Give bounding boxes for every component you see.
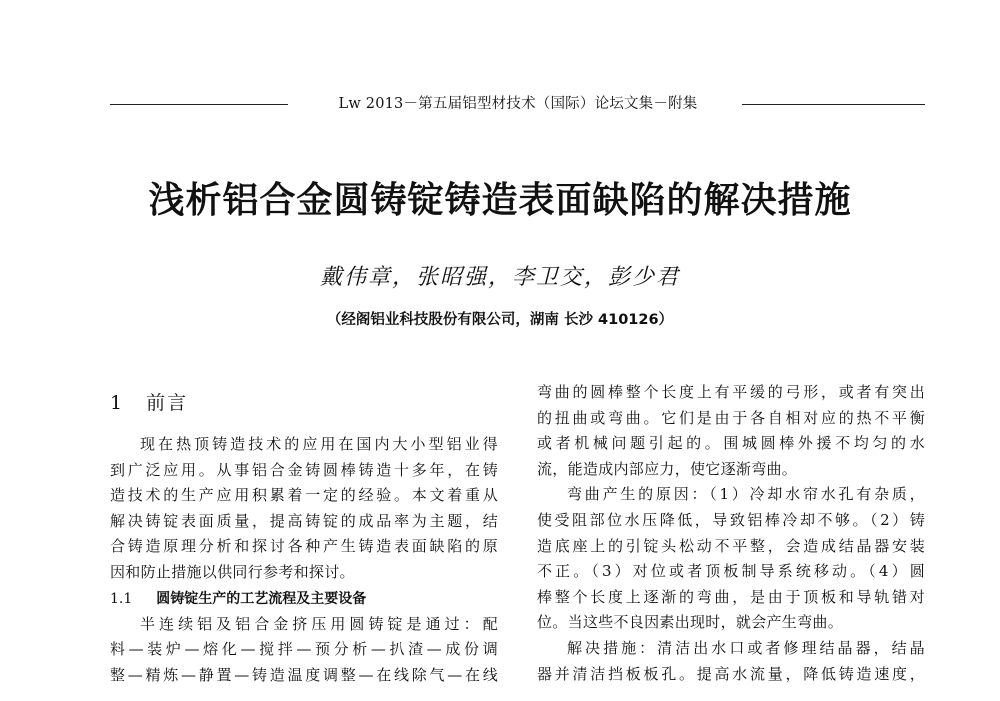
text-line: 器并清洁挡板板孔。提高水流量，降低铸造速度， [537, 664, 925, 683]
author-list: 戴伟章，张昭强，李卫交，彭少君 [319, 265, 680, 290]
text-line: 位。当这些不良因素出现时，就会产生弯曲。 [537, 613, 844, 632]
process-paragraph [110, 612, 498, 689]
text-line: 料—装炉—熔化—搅拌—预分析—扒渣—成份调 [110, 640, 498, 659]
section-title: 前言 [146, 392, 189, 414]
subsection-title: 圆铸锭生产的工艺流程及主要设备 [156, 590, 367, 607]
intro-paragraph [110, 432, 498, 586]
text-line: 造底座上的引锭头松动不平整，会造成结晶器安装 [537, 536, 925, 555]
text-line: 棒整个长度上逐渐的弯曲，是由于顶板和导轨错对 [537, 587, 925, 606]
bending-description-paragraph [537, 380, 925, 482]
subsection-number: 1.1 [110, 590, 133, 607]
bending-causes-paragraph [537, 482, 925, 636]
header-rule-right [742, 104, 925, 105]
text-line: 合铸造原理分析和探讨各种产生铸造表面缺陷的原 [110, 537, 498, 556]
text-line: 现在热顶铸造技术的应用在国内大小型铝业得 [140, 435, 498, 453]
text-line: 不正。（3）对位或者顶板制导系统移动。（4）圆 [537, 562, 925, 581]
text-line: 半连续铝及铝合金挤压用圆铸锭是通过：配 [140, 614, 498, 633]
header-rule-left [110, 104, 288, 105]
text-line: 弯曲产生的原因：（1）冷却水帘水孔有杂质， [567, 485, 925, 504]
text-line: 或者机械问题引起的。围城圆棒外援不均匀的水 [537, 434, 925, 453]
text-line: 弯曲的圆棒整个长度上有平缓的弓形，或者有突出 [537, 383, 925, 401]
text-line: 整—精炼—静置—铸造温度调整—在线除气—在线 [110, 665, 498, 684]
text-line: 的扭曲或弯曲。它们是由于各自相对应的热不平衡 [537, 408, 925, 427]
affiliation: （经阁铝业科技股份有限公司，湖南 长沙 410126） [326, 312, 674, 328]
solution-paragraph [537, 636, 925, 687]
text-line: 流，能造成内部应力，使它逐渐弯曲。 [537, 459, 798, 478]
paper-title: 浅析铝合金圆铸锭铸造表面缺陷的解决措施 [148, 180, 852, 221]
text-line: 解决铸锭表面质量，提高铸锭的成品率为主题，结 [110, 511, 498, 530]
running-header-text: Lw 2013－第五届铝型材技术（国际）论坛文集－附集 [338, 96, 698, 112]
subsection-heading [110, 586, 498, 612]
right-column [537, 380, 925, 687]
text-line: 到广泛应用。从事铝合金铸圆棒铸造十多年，在铸 [110, 460, 498, 479]
section-number: 1 [110, 392, 125, 414]
text-line: 造技术的生产应用积累着一定的经验。本文着重从 [110, 486, 498, 505]
text-line: 解决措施：清洁出水口或者修理结晶器，结晶 [567, 638, 925, 657]
left-column [110, 388, 498, 688]
running-header [110, 92, 925, 116]
section-heading-intro [110, 388, 498, 418]
text-line: 使受阻部位水压降低，导致铝棒冷却不够。（2）铸 [537, 510, 925, 529]
text-line: 因和防止措施以供同行参考和探讨。 [110, 562, 355, 581]
